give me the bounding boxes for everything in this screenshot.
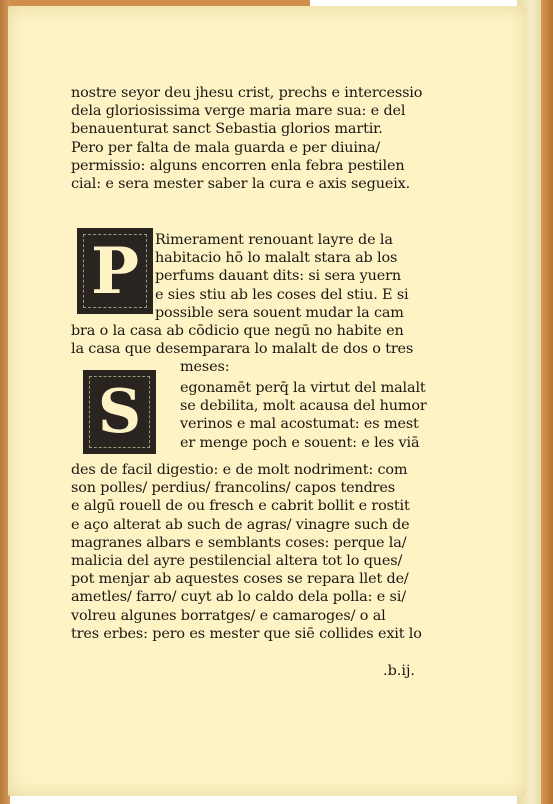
- paragraph-two-full: [71, 322, 441, 358]
- book-cover-edge: [541, 0, 553, 804]
- text-line: dela gloriosissima verge maria mare sua: e del: [71, 103, 406, 120]
- decorated-initial-s: [83, 370, 156, 454]
- text-line: egonamēt perq̄ la virtut del malalt: [180, 380, 426, 396]
- text-line: possible sera souent mudar la cam: [155, 304, 404, 321]
- paragraph-three-full: [71, 461, 441, 643]
- text-line: cial: e sera mester saber la cura e axis segueix.: [71, 175, 411, 192]
- text-line: nostre seyor deu jhesu crist, prechs e intercessio: [71, 85, 423, 101]
- text-line: habitacio hō lo malalt stara ab los: [155, 250, 398, 267]
- text-line: e aço alterat ab such de agras/ vinagre such de: [71, 516, 410, 533]
- text-line: Pero per falta de mala guarda e per diuina/: [71, 139, 381, 156]
- paragraph-three-indented: [180, 379, 450, 452]
- text-line: e algū rouell de ou fresch e cabrit bollit e rostit: [71, 498, 410, 515]
- text-line: la casa que desemparara lo malalt de dos o tres: [71, 341, 414, 358]
- initial-letter: P: [90, 233, 140, 309]
- text-line: perfums dauant dits: si sera yuern: [155, 268, 401, 285]
- text-line: tres erbes: pero es mester que siē collides exit lo: [71, 625, 422, 642]
- text-line: pot menjar ab aquestes coses se repara llet de/: [71, 571, 409, 588]
- opening-paragraph: [71, 84, 441, 193]
- text-line: verinos e mal acostumat: es mest: [180, 416, 419, 433]
- text-line: benauenturat sanct Sebastia glorios martir.: [71, 121, 383, 138]
- text-line: des de facil digestio: e de molt nodriment: com: [71, 462, 408, 478]
- text-line: magranes albars e semblants coses: perque la/: [71, 534, 407, 551]
- text-line: permissio: alguns encorren enla febra pestilen: [71, 157, 405, 174]
- text-line: son polles/ perdius/ francolins/ capos tendres: [71, 480, 395, 497]
- text-line: Rimerament renouant layre de la: [155, 232, 393, 248]
- text-line: se debilita, molt acausa del humor: [180, 398, 427, 415]
- text-line: er menge poch e souent: e les viā: [180, 434, 420, 451]
- text-line: ametles/ farro/ cuyt ab lo caldo dela polla: e si/: [71, 589, 406, 606]
- signature-mark: .b.ij.: [383, 663, 415, 679]
- paragraph-two-end: [180, 358, 550, 376]
- text-line: e sies stiu ab les coses del stiu. E si: [155, 286, 409, 303]
- initial-letter: S: [97, 377, 142, 447]
- text-line: meses:: [180, 359, 230, 375]
- text-line: bra o la casa ab cōdicio que negū no habite en: [71, 323, 404, 339]
- text-line: malicia del ayre pestilencial altera tot lo ques/: [71, 552, 403, 569]
- text-line: volreu algunes borratges/ e camaroges/ o al: [71, 607, 386, 624]
